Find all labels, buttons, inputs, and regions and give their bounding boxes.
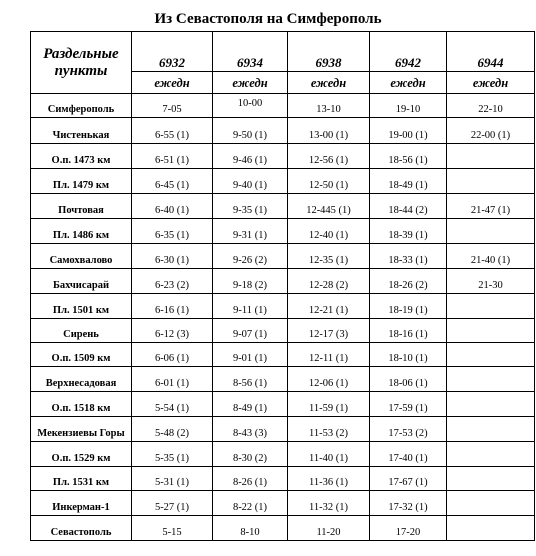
schedule-label: ежедн <box>213 72 288 94</box>
time-cell: 9-26 (2) <box>213 244 288 269</box>
time-cell: 5-48 (2) <box>132 417 213 442</box>
time-cell: 12-35 (1) <box>288 244 370 269</box>
time-cell: 8-26 (1) <box>213 467 288 491</box>
time-cell: 8-43 (3) <box>213 417 288 442</box>
time-cell: 11-59 (1) <box>288 392 370 417</box>
time-cell <box>447 294 535 319</box>
table-row <box>31 442 535 467</box>
time-cell: 22-00 (1) <box>447 118 535 144</box>
time-cell <box>447 219 535 244</box>
station-name: Пл. 1479 км <box>31 169 132 194</box>
table-row <box>31 244 535 269</box>
time-cell: 12-06 (1) <box>288 367 370 392</box>
table-row <box>31 219 535 244</box>
train-number: 6932 <box>132 32 213 72</box>
time-cell: 18-49 (1) <box>370 169 447 194</box>
station-name: Пл. 1501 км <box>31 294 132 319</box>
station-name: О.п. 1509 км <box>31 343 132 367</box>
time-cell: 18-56 (1) <box>370 144 447 169</box>
table-row <box>31 94 535 118</box>
time-cell: 21-30 <box>447 269 535 294</box>
time-cell: 8-56 (1) <box>213 367 288 392</box>
table-row <box>31 169 535 194</box>
time-cell: 9-11 (1) <box>213 294 288 319</box>
station-name: Мекензиевы Горы <box>31 417 132 442</box>
station-name: О.п. 1518 км <box>31 392 132 417</box>
schedule-label: ежедн <box>370 72 447 94</box>
time-cell: 12-17 (3) <box>288 319 370 343</box>
time-cell <box>447 367 535 392</box>
time-cell: 8-49 (1) <box>213 392 288 417</box>
time-cell: 11-32 (1) <box>288 491 370 516</box>
time-cell: 9-07 (1) <box>213 319 288 343</box>
time-cell: 18-06 (1) <box>370 367 447 392</box>
time-cell: 17-53 (2) <box>370 417 447 442</box>
table-row <box>31 516 535 541</box>
station-name: Симферополь <box>31 94 132 118</box>
time-cell: 18-33 (1) <box>370 244 447 269</box>
time-cell <box>447 343 535 367</box>
table-row <box>31 367 535 392</box>
time-cell: 5-54 (1) <box>132 392 213 417</box>
time-cell: 8-30 (2) <box>213 442 288 467</box>
time-cell: 17-20 <box>370 516 447 541</box>
train-number: 6934 <box>213 32 288 72</box>
time-cell: 9-18 (2) <box>213 269 288 294</box>
table-row <box>31 491 535 516</box>
table-row <box>31 417 535 442</box>
time-cell: 11-40 (1) <box>288 442 370 467</box>
time-cell: 22-10 <box>447 94 535 118</box>
time-cell: 18-39 (1) <box>370 219 447 244</box>
time-cell: 6-12 (3) <box>132 319 213 343</box>
table-row <box>31 194 535 219</box>
station-name: Севастополь <box>31 516 132 541</box>
time-cell <box>447 319 535 343</box>
time-cell: 12-40 (1) <box>288 219 370 244</box>
table-row <box>31 294 535 319</box>
time-cell: 5-27 (1) <box>132 491 213 516</box>
table-row <box>31 392 535 417</box>
table-row <box>31 343 535 367</box>
station-name: Пл. 1486 км <box>31 219 132 244</box>
time-cell: 5-31 (1) <box>132 467 213 491</box>
time-cell: 13-00 (1) <box>288 118 370 144</box>
time-cell: 13-10 <box>288 94 370 118</box>
time-cell: 11-20 <box>288 516 370 541</box>
time-cell <box>447 144 535 169</box>
time-cell: 5-35 (1) <box>132 442 213 467</box>
time-cell <box>447 417 535 442</box>
station-name: Бахчисарай <box>31 269 132 294</box>
table-row <box>31 319 535 343</box>
time-cell: 9-46 (1) <box>213 144 288 169</box>
station-name: Сирень <box>31 319 132 343</box>
time-cell: 10-00 <box>213 94 288 118</box>
time-cell: 6-23 (2) <box>132 269 213 294</box>
time-cell <box>447 516 535 541</box>
time-cell: 18-26 (2) <box>370 269 447 294</box>
time-cell: 12-21 (1) <box>288 294 370 319</box>
time-cell <box>447 392 535 417</box>
time-cell: 12-11 (1) <box>288 343 370 367</box>
station-name: О.п. 1529 км <box>31 442 132 467</box>
table-row <box>31 144 535 169</box>
table-row <box>31 118 535 144</box>
train-number: 6938 <box>288 32 370 72</box>
time-cell: 7-05 <box>132 94 213 118</box>
time-cell: 5-15 <box>132 516 213 541</box>
time-cell: 8-10 <box>213 516 288 541</box>
schedule-label: ежедн <box>132 72 213 94</box>
time-cell: 11-53 (2) <box>288 417 370 442</box>
time-cell: 17-59 (1) <box>370 392 447 417</box>
time-cell <box>447 467 535 491</box>
time-cell: 6-06 (1) <box>132 343 213 367</box>
time-cell: 11-36 (1) <box>288 467 370 491</box>
time-cell <box>447 442 535 467</box>
station-name: Инкерман-1 <box>31 491 132 516</box>
station-name: О.п. 1473 км <box>31 144 132 169</box>
time-cell: 6-51 (1) <box>132 144 213 169</box>
timetable <box>30 31 535 541</box>
time-cell <box>447 491 535 516</box>
train-number: 6944 <box>447 32 535 72</box>
time-cell: 12-445 (1) <box>288 194 370 219</box>
time-cell: 12-28 (2) <box>288 269 370 294</box>
time-cell: 12-50 (1) <box>288 169 370 194</box>
time-cell: 9-40 (1) <box>213 169 288 194</box>
time-cell: 18-44 (2) <box>370 194 447 219</box>
page-title: Из Севастополя на Симферополь <box>154 11 382 27</box>
time-cell: 6-30 (1) <box>132 244 213 269</box>
table-row <box>31 467 535 491</box>
table-row <box>31 269 535 294</box>
time-cell: 6-40 (1) <box>132 194 213 219</box>
header-row <box>31 32 535 72</box>
time-cell <box>447 169 535 194</box>
schedule-label: ежедн <box>288 72 370 94</box>
train-number: 6942 <box>370 32 447 72</box>
time-cell: 18-19 (1) <box>370 294 447 319</box>
time-cell: 18-10 (1) <box>370 343 447 367</box>
time-cell: 17-40 (1) <box>370 442 447 467</box>
schedule-label: ежедн <box>447 72 535 94</box>
station-name: Пл. 1531 км <box>31 467 132 491</box>
station-name: Верхнесадовая <box>31 367 132 392</box>
time-cell: 21-40 (1) <box>447 244 535 269</box>
time-cell: 6-55 (1) <box>132 118 213 144</box>
time-cell: 6-45 (1) <box>132 169 213 194</box>
time-cell: 8-22 (1) <box>213 491 288 516</box>
time-cell: 9-35 (1) <box>213 194 288 219</box>
time-cell: 6-01 (1) <box>132 367 213 392</box>
time-cell: 12-56 (1) <box>288 144 370 169</box>
time-cell: 17-67 (1) <box>370 467 447 491</box>
station-name: Почтовая <box>31 194 132 219</box>
time-cell: 17-32 (1) <box>370 491 447 516</box>
station-name: Самохвалово <box>31 244 132 269</box>
time-cell: 9-01 (1) <box>213 343 288 367</box>
time-cell: 19-00 (1) <box>370 118 447 144</box>
station-name: Чистенькая <box>31 118 132 144</box>
time-cell: 21-47 (1) <box>447 194 535 219</box>
time-cell: 6-35 (1) <box>132 219 213 244</box>
time-cell: 19-10 <box>370 94 447 118</box>
time-cell: 9-31 (1) <box>213 219 288 244</box>
time-cell: 9-50 (1) <box>213 118 288 144</box>
time-cell: 18-16 (1) <box>370 319 447 343</box>
time-cell: 6-16 (1) <box>132 294 213 319</box>
stations-header: Раздельные пункты <box>31 32 132 94</box>
